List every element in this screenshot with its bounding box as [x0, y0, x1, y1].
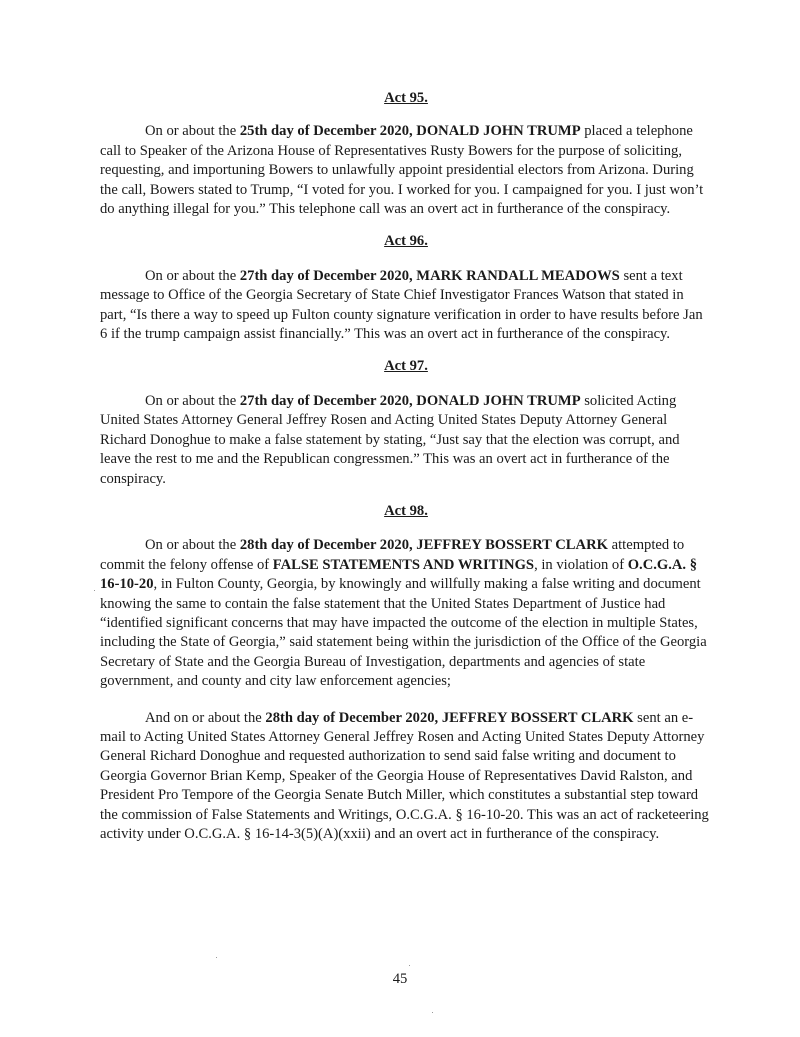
act-96-heading: Act 96.	[384, 233, 428, 250]
text-segment: placed a telephone call to Speaker of the Arizona House of Representatives Rusty Bowers for the purpose of soliciting, requesting, and importuning Bowers to unlawfully appoint presidential electors from Arizona. During the call, Bowers stated to Trump, “I voted for you. I worked for you. I campaigned for you. I just won’t do anything illegal for you.” This telephone call was an overt act in furtherance of the conspiracy.	[100, 123, 704, 218]
text-segment: solicited Acting United States Attorney General Jeffrey Rosen and Acting United States Deputy Attorney General Richard Donoghue to make a false statement by stating, “Just say that the election was corrupt, and leave the rest to me and the Republican congressmen.” This was an overt act in furtherance of the conspiracy.	[100, 392, 680, 487]
act-95-paragraph	[100, 122, 712, 219]
text-segment: On or about the	[145, 392, 240, 409]
bold-segment: 27th day of December 2020, DONALD JOHN TRUMP	[239, 392, 581, 409]
act-98-paragraph-1	[100, 536, 712, 691]
scan-speck	[94, 590, 95, 591]
act-97-heading: Act 97.	[384, 358, 428, 375]
text-segment: , in Fulton County, Georgia, by knowingly and willfully making a false writing and document knowing the same to contain the false statement that the United States Department of Justice had “identified significant concerns that may have impacted the outcome of the election in multiple States, including the State of Georgia,” said statement being within the jurisdiction of the Office of the Georgia Secretary of State and the Georgia Bureau of Investigation, departments and agencies of state government, and county and city law enforcement agencies;	[100, 576, 707, 690]
text-segment: , in violation of	[534, 556, 628, 573]
act-98-paragraph-2	[100, 709, 712, 845]
scan-speck	[432, 1012, 433, 1013]
text-segment: On or about the	[145, 123, 240, 140]
act-98-heading: Act 98.	[384, 502, 428, 519]
text-segment: sent an e-mail to Acting United States Attorney General Jeffrey Rosen and Acting United States Deputy Attorney General Richard Donoghue and requested authorization to send said false writing and document to Georgia Governor Brian Kemp, Speaker of the Georgia House of Representatives David Ralston, and President Pro Tempore of the Georgia Senate Butch Miller, which constitutes a substantial step toward the commission of False Statements and Writings, O.C.G.A. § 16-10-20. This was an act of racketeering activity under O.C.G.A. § 16-14-3(5)(A)(xxii) and an overt act in furtherance of the conspiracy.	[100, 709, 709, 842]
act-96-paragraph	[100, 267, 712, 345]
text-segment: attempted to commit the felony offense of	[100, 537, 685, 573]
text-segment: On or about the	[145, 267, 240, 284]
text-segment: sent a text message to Office of the Georgia Secretary of State Chief Investigator Frances Watson that stated in part, “Is there a way to speed up Fulton county signature verification in order to have results before Jan 6 if the trump campaign assist financially.” This was an overt act in furtherance of the conspiracy.	[100, 267, 703, 343]
bold-segment: O.C.G.A. § 16-10-20	[100, 556, 698, 593]
bold-segment: 27th day of December 2020, MARK RANDALL MEADOWS	[239, 267, 620, 284]
act-95-heading: Act 95.	[384, 90, 428, 106]
page-body	[100, 89, 712, 844]
act-97-paragraph	[100, 392, 712, 489]
scan-speck	[216, 957, 217, 958]
scan-speck	[409, 965, 410, 966]
text-segment: And on or about the	[145, 709, 266, 726]
bold-segment: 28th day of December 2020, JEFFREY BOSSERT CLARK	[239, 537, 608, 554]
bold-segment: 25th day of December 2020, DONALD JOHN TRUMP	[239, 123, 581, 140]
bold-segment: FALSE STATEMENTS AND WRITINGS	[272, 556, 535, 573]
bold-segment: 28th day of December 2020, JEFFREY BOSSERT CLARK	[265, 709, 634, 726]
text-segment: On or about the	[145, 537, 240, 554]
page-number: 45	[392, 971, 408, 987]
